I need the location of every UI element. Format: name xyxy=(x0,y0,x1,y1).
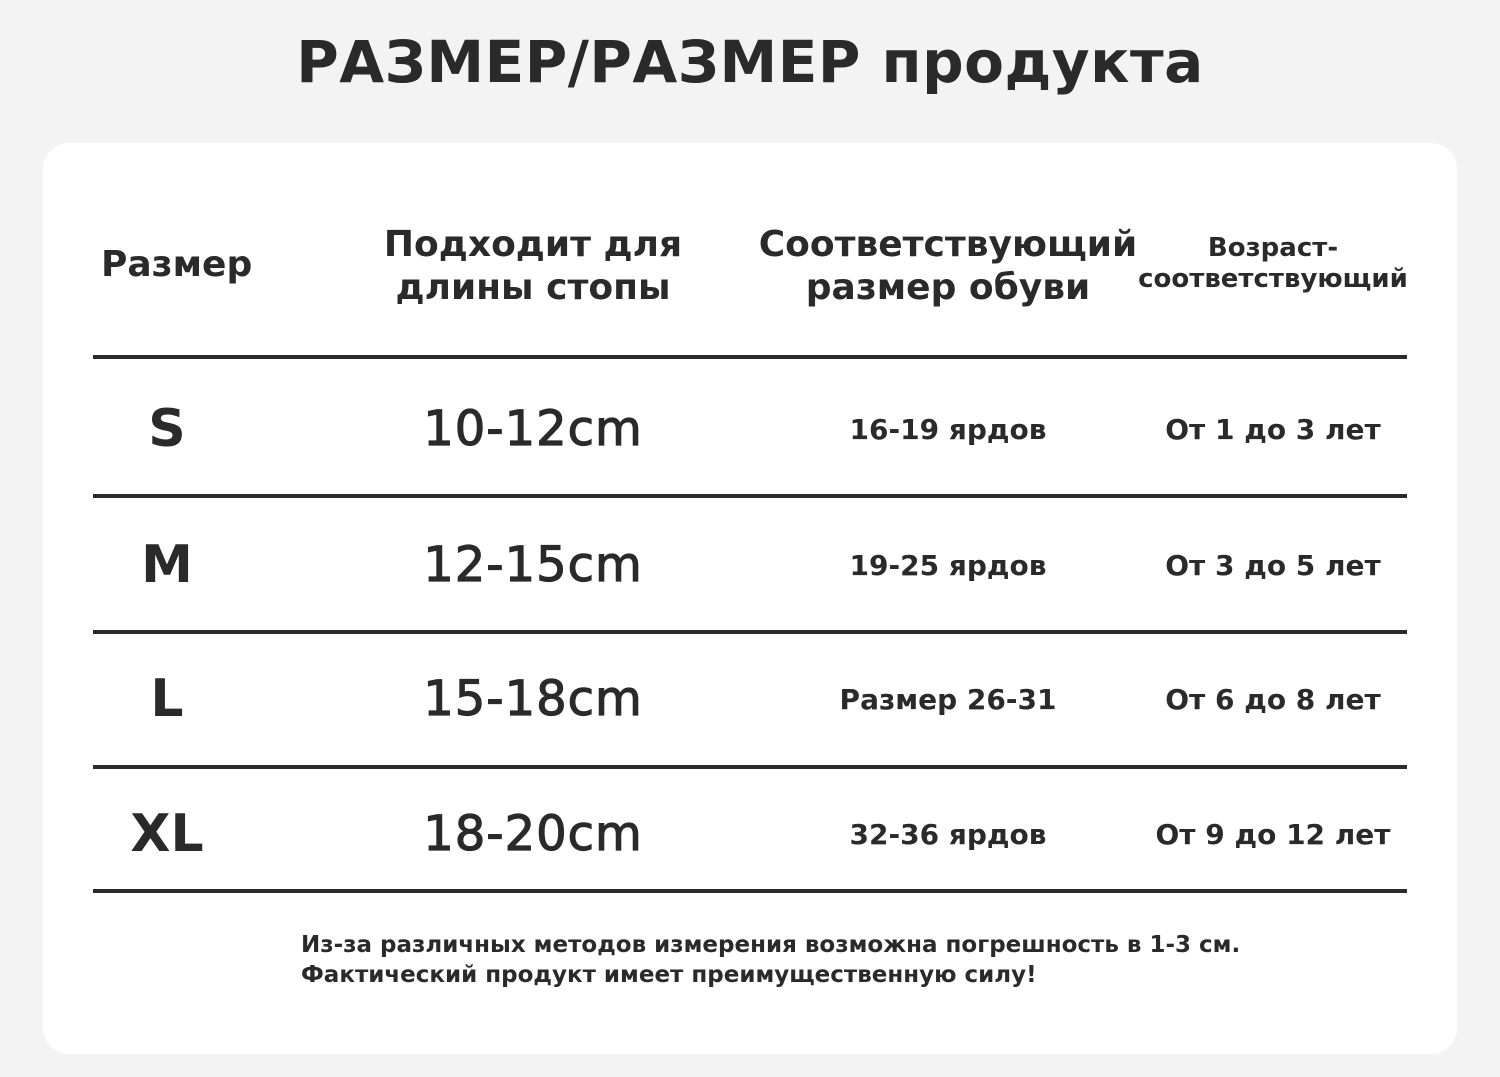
header-foot-line1: Подходит для xyxy=(383,224,683,265)
header-age-line1: Возраст- xyxy=(1207,233,1339,263)
age-cell: От 9 до 12 лет xyxy=(1155,817,1391,851)
header-shoe-line1: Соответствующий xyxy=(758,224,1138,265)
size-cell: XL xyxy=(130,804,204,864)
table-row xyxy=(93,632,1407,766)
page-title: РАЗМЕР/РАЗМЕР продукта xyxy=(296,28,1204,96)
foot-length-cell: 12-15cm xyxy=(423,537,643,593)
header-foot-line2: длины стопы xyxy=(395,267,671,309)
age-cell: От 1 до 3 лет xyxy=(1165,412,1381,446)
age-cell: От 3 до 5 лет xyxy=(1165,548,1381,582)
table-row xyxy=(93,767,1407,901)
table-divider xyxy=(93,889,1407,893)
shoe-size-cell: Размер 26-31 xyxy=(839,682,1057,716)
header-size xyxy=(101,243,253,286)
header-age-line2: соответствующий xyxy=(1138,264,1408,295)
foot-length-cell: 15-18cm xyxy=(423,671,643,727)
foot-length-cell: 18-20cm xyxy=(423,806,643,862)
age-cell: От 6 до 8 лет xyxy=(1165,682,1381,716)
disclaimer-note xyxy=(301,931,1301,991)
size-cell: L xyxy=(150,669,184,729)
size-chart-card xyxy=(43,143,1457,1054)
table-row xyxy=(93,362,1407,496)
header-age xyxy=(1133,233,1413,295)
header-foot-length xyxy=(368,223,698,309)
table-divider xyxy=(93,355,1407,359)
disclaimer-line1: Из-за различных методов измерения возможна погрешность в 1-3 см. xyxy=(301,932,1241,958)
table-row xyxy=(93,498,1407,632)
header-shoe-size xyxy=(758,223,1138,309)
size-cell: S xyxy=(148,399,186,459)
shoe-size-cell: 19-25 ярдов xyxy=(849,548,1047,582)
header-size-label: Размер xyxy=(101,244,253,285)
foot-length-cell: 10-12cm xyxy=(423,401,643,457)
header-shoe-line2: размер обуви xyxy=(805,267,1091,309)
disclaimer-line2: Фактический продукт имеет преимущественную силу! xyxy=(301,961,1037,988)
size-cell: M xyxy=(141,535,193,595)
shoe-size-cell: 32-36 ярдов xyxy=(849,817,1047,851)
shoe-size-cell: 16-19 ярдов xyxy=(849,412,1047,446)
